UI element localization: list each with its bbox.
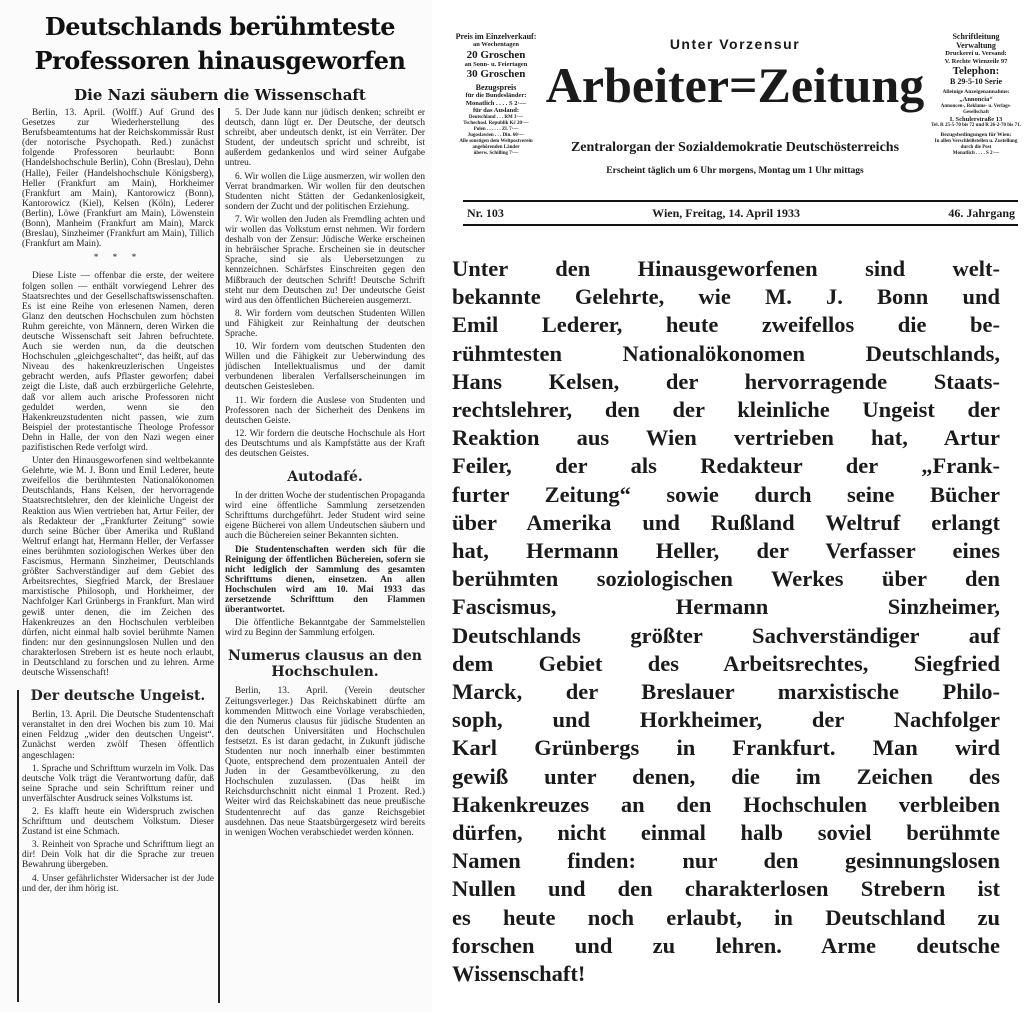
column-divider	[218, 108, 220, 1003]
section-heading: Numerus clausus an den Hochschulen.	[228, 648, 422, 681]
masthead-rule-bottom	[463, 224, 1018, 226]
contact-text: Verwaltung	[956, 41, 996, 50]
price-note: für die Bundesländer:	[465, 92, 527, 99]
price-note: Deutschland . . . RM 3·—	[468, 114, 524, 120]
article-line: dürfen, nicht einmal halb soviel berühmte	[452, 820, 1000, 846]
article-line: rechtslehrer, den der kleinliche Ungeist der	[452, 397, 1000, 423]
article-line: bekannte Gelehrte, wie M. J. Bonn und	[452, 284, 1000, 310]
article-line: rühmtesten Nationalökonomen Deutschlands,	[452, 340, 1000, 366]
paragraph: Unter den Hinausgeworfenen sind weltbekannte Gelehrte, wie M. J. Bonn und Emil Lederer, heute zweifellos die berühmtesten Nationalökonomen Deutschlands, Hans Kelsen, der hervorragende Staatsrechtslehrer, den der kleinliche Ungeist der Reaktion aus Wien vertrieben hat, Artur Feiler, der als Redakteur der „Frankfurter Zeitung“ sowie durch seine Bücher über Amerika und Rußland Weltruf erlangt hat, Hermann Heller, der Verfasser eines berühmten soziologischen Werkes über den Fascismus, Hermann Sinzheimer, Deutschlands größter Sachverständiger auf dem Gebiet des Arbeitsrechtes, Siegfried Marck, der Breslauer marxistische Philosoph, und Horkheimer, der Nachfolger Karl Grünbergs in Frankfurt. Man wird gewiß unter denen, die im Zeichen des Hakenkreuzes an den Hochschulen verbleiben dürfen, nicht einmal halb soviel berühmte Namen finden: nur den gesinnungslosen Nullen und den charakterlosen Strebern ist es heute noch erlaubt, in Deutschland zu forschen und zu lehren. Arme deutsche Wissenschaft!	[22, 456, 214, 679]
article-line: Hakenkreuzes an den Hochschulen verbleiben	[452, 791, 1000, 817]
article-line: gewiß unter denen, die im Zeichen des	[452, 763, 1000, 789]
price-note: für das Ausland:	[472, 107, 520, 114]
section-heading: Der deutsche Ungeist.	[30, 688, 206, 705]
holiday-price: 30 Groschen	[466, 68, 526, 80]
contact-text: V. Rechte Wienzeile 97	[944, 57, 1008, 65]
article-line: Feiler, der als Redakteur der „Frank-	[452, 453, 1000, 479]
contact-text: Druckerei u. Versand:	[945, 50, 1007, 57]
paragraph-bold: Die Studentenschaften werden sich für die Reinigung der öffentlichen Büchereien, sofern sie nicht lediglich der Sammlung des gesamten Schrifttums dienen, einsetzen. An allen Hochschulen wird am 10. Mai 1933 das zersetzende Schrifttum den Flammen überantwortet.	[225, 544, 425, 616]
left-newspaper-clipping	[0, 0, 432, 1012]
article-line: berühmten soziologischen Werkes über den	[452, 566, 1000, 592]
article-line: Wissenschaft!	[452, 961, 586, 987]
issue-date: Wien, Freitag, 14. April 1933	[652, 206, 801, 220]
column-1	[22, 108, 214, 897]
thesis: 1. Sprache und Schrifttum wurzeln im Volk. Das deutsche Volk trägt die Verantwortung dafür, daß seine Sprache und sein Schrifttum reiner und unverfälschter Ausdruck seines Volkstums ist.	[22, 763, 214, 804]
contact-text: Monatlich . . . . S 2·—	[952, 151, 1000, 156]
telephone-label: Telephon:	[952, 65, 1000, 77]
contact-text: In allen Verschleißstellen u. Zustellung durch die Post	[934, 139, 1018, 150]
paragraph: In der dritten Woche der studentischen Propaganda wird eine öffentliche Sammlung zersetzenden Schrifttums durchgeführt. Jeder Student wird seine eigene Bücherei von allem Undeutschen säubern und auch die Büchereien seiner Bekannten sichten.	[225, 491, 425, 542]
contact-text: Annoncen-, Reklame- u. Verlags-Gesellschaft	[940, 103, 1012, 115]
thesis: 6. Wir wollen die Lüge ausmerzen, wir wollen den Verrat brandmarken. Wir wollen für den deutschen Studenten nicht Stätten der Gedankenlosigkeit, sondern der Zucht und der politischen Erziehung.	[225, 171, 425, 212]
article-line: Fascismus, Hermann Sinzheimer,	[452, 594, 1000, 620]
article-line: Unter den Hinausgeworfenen sind welt-	[452, 256, 1000, 281]
thesis: 8. Wir fordern vom deutschen Studenten Willen und Fähigkeit zur Reinhaltung der deutschen Sprache.	[225, 308, 425, 339]
contact-text: Alleinige Anzeigenannahme:	[942, 89, 1010, 95]
contact-box	[931, 32, 1021, 157]
paragraph: Berlin, 13. April. Die Deutsche Studentenschaft veranstaltet in den drei Wochen bis zum 10. Mai einen Feldzug „wider den deutschen Ungeist“. Zunächst werden zwölf Thesen öffentlich angeschlagen:	[22, 710, 214, 761]
volume-year: 46. Jahrgang	[948, 206, 1015, 220]
article-line: forschen und zu lehren. Arme deutsche	[452, 932, 1000, 958]
thesis: 3. Reinheit von Sprache und Schrifttum liegt an dir! Dein Volk hat dir die Sprache zur treuen Bewahrung übergeben.	[22, 840, 214, 871]
article-line: über Amerika und Rußland Weltruf erlangt	[452, 509, 1000, 535]
subheadline: Die Nazi säubern die Wissenschaft	[74, 86, 366, 104]
article-line: furter Zeitung“ sowie durch seine Bücher	[452, 481, 1000, 507]
price-note: Monatlich . . . . S 2·—	[465, 99, 527, 107]
article-line: Namen finden: nur den gesinnungslosen	[452, 848, 1000, 874]
section-heading: Autodafé.	[287, 469, 363, 486]
column-2	[225, 108, 425, 841]
paragraph: Berlin, 13. April. (Wolff.) Auf Grund des Gesetzes zur Wiederherstellung des Berufsbeamtentums hat der Reichskommissär Rust (der notorische Psychopath. Red.) zunächst folgende Professoren beurlaubt: Bonn (Handelshochschule Berlin), Cohn (Breslau), Dehn (Halle), Feiler (Handelshochschule Königsberg), Heller (Frankfurt am Main), Horkheimer (Frankfurt am Main), Kantorowicz (Bonn), Kantorowicz (Kiel), Kelsen (Köln), Lederer (Berlin), Löwe (Frankfurt am Main), Löwenstein (Bonn), Manheim (Frankfurt am Main), Marck (Breslau), Sinzheimer (Frankfurt am Main), Tillich (Frankfurt am Main).	[22, 108, 214, 250]
weekday-price: 20 Groschen	[466, 48, 526, 61]
article-line: dem Gebiet des Arbeitsrechtes, Siegfried	[452, 650, 1000, 676]
thesis: 10. Wir fordern vom deutschen Studenten den Willen und die Fähigkeit zur Ueberwindung des jüdischen Intellektualismus und der damit verbundenen liberalen Verfallserscheinungen im deutschen Geistesleben.	[225, 342, 425, 393]
telephone-number: B 29-5-10 Serie	[950, 77, 1002, 86]
thesis: 2. Es klafft heute ein Widerspruch zwischen Schrifttum und deutschem Volkstum. Dieser Zustand ist eine Schmach.	[22, 807, 214, 838]
enlarged-article-excerpt	[452, 255, 1000, 988]
thesis: 4. Unser gefährlichster Widersacher ist der Jude und der, der ihm hörig ist.	[22, 873, 214, 894]
article-line: Reaktion aus Wien vertrieben hat, Artur	[452, 425, 1000, 451]
price-note: an Wochentagen	[473, 41, 519, 48]
price-box	[451, 32, 541, 157]
price-note: überw. Schilling 7·—	[473, 150, 519, 156]
publication-schedule: Erscheint täglich um 6 Uhr morgens, Montag um 1 Uhr mittags	[606, 166, 864, 176]
newspaper-title: Arbeiter=Zeitung	[545, 57, 925, 113]
contact-text: Bezugsbedingungen für Wien:	[940, 132, 1012, 138]
price-label: Preis im Einzelverkauf:	[455, 32, 537, 41]
left-border-rule	[17, 690, 19, 1002]
price-note: Jugoslawien . . . Din. 60·—	[467, 132, 525, 138]
issue-number: Nr. 103	[467, 206, 504, 220]
paragraph: Diese Liste — offenbar die erste, der weitere folgen sollen — enthält vorwiegend Lehrer des Staatsrechtes und der Gesellschaftswissenschaften. Es ist eine Reihe von erlesenen Namen, deren Glanz den deutschen Hochschulen zum höchsten Ruhm gereichte, von Männern, deren Wirken die deutsche Wissenschaft seit Jahren befruchtete. Auch sie werden nun, da die deutschen Hochschulen „gleichgeschaltet“, das heißt, auf das Niveau des hakenkreuzlerischen Ungeistes gebracht werden, aufs Pflaster geworfen; dabei zeigt die Liste, daß auch erzbürgerliche Gelehrte, daß vor allem auch arische Professoren nicht geduldet werden, wenn sie den Hakenkreuzstudenten nicht passen, wie zum Beispiel der protestantische Theologe Professor Dehn in Halle, der von den Nazi wegen einer pazifistischen Rede verfolgt wird.	[22, 271, 214, 453]
masthead-rule-top	[463, 200, 1018, 202]
dateline	[467, 206, 1015, 221]
article-line: Deutschlands größter Sachverständiger auf	[452, 622, 1000, 648]
article-line: Nullen und den charakterlosen Strebern ist	[452, 876, 1000, 902]
price-note: Tschechosl. Republik Kč 20·—	[463, 120, 529, 126]
article-line: es heute noch erlaubt, in Deutschland zu	[452, 904, 1000, 930]
thesis: 12. Wir fordern die deutsche Hochschule als Hort des Deutschtums und als Kampfstätte aus der Kraft des deutschen Geistes.	[225, 428, 425, 459]
headline-line-1: Deutschlands berühmteste	[44, 12, 396, 41]
contact-text: Schriftleitung	[952, 32, 1000, 41]
overline: Unter Vorzensur	[669, 36, 801, 52]
contact-text: „Annoncia“	[959, 96, 993, 103]
thesis: 11. Wir fordern die Auslese von Studenten und Professoren nach der Sicherheit des Denkens im deutschen Geiste.	[225, 395, 425, 426]
article-line: Emil Lederer, heute zweifellos die be-	[452, 312, 1000, 338]
price-note: Alle sonstigen dem Weltpostverein angehörenden Länder	[459, 138, 533, 150]
article-line: hat, Hermann Heller, der Verfasser eines	[452, 538, 1000, 564]
section-separator: * * *	[93, 253, 143, 264]
thesis: 5. Der Jude kann nur jüdisch denken; schreibt er deutsch, dann lügt er. Der Deutsche, der deutsch schreibt, aber undeutsch denkt, ist ein Verräter. Der Student, der undeutsch spricht und schreibt, ist außerdem gedankenlos und wird seiner Aufgabe untreu.	[225, 108, 425, 169]
price-note: an Sonn- u. Feiertagen	[464, 60, 528, 68]
article-line: Hans Kelsen, der hervorragende Staats-	[452, 368, 1000, 394]
article-line: Karl Grünbergs in Frankfurt. Man wird	[452, 735, 1000, 761]
thesis: 7. Wir wollen den Juden als Fremdling achten und wir wollen das Volkstum ernst nehmen. Wir fordern deshalb von der Zensur: Jüdische Werke erscheinen in hebräischer Sprache. Erscheinen sie in deutscher Sprache, sind sie als Uebersetzungen zu kennzeichnen. Schärfstes Einschreiten gegen den Mißbrauch der deutschen Schrift! Deutsche Schrift steht nur dem Deutschen zu! Der undeutsche Geist wird aus den öffentlichen Büchereien ausgemerzt.	[225, 214, 425, 306]
paragraph: Berlin, 13. April. (Verein deutscher Zeitungsverleger.) Das Reichskabinett dürfte am kommenden Mittwoch eine Vorlage verabschieden, die den Numerus clausus für jüdische Studenten an den deutschen Universitäten und Hochschulen festsetzt. Es ist daran gedacht, in Zukunft jüdische Studenten nur noch innerhalb einer bestimmten Quote, entsprechend dem prozentualen Anteil der Juden in der Gesamtbevölkerung, zu den Hochschulen zuzulassen. (Das heißt im Reichsdurchschnitt nicht einmal 1 Prozent. Red.) Weiter wird das Reichskabinett das neue preußische Studentenrecht auf das ganze Reichsgebiet ausdehnen. Das neue Staatsbürgergesetz wird bereits in wenigen Wochen verabschiedet werden können.	[225, 686, 425, 838]
article-line: soph, und Horkheimer, der Nachfolger	[452, 707, 1000, 733]
headline-line-2: Professoren hinausgeworfen	[34, 46, 406, 75]
article-line: Marck, der Breslauer marxistische Philo-	[452, 679, 1000, 705]
masthead	[445, 28, 1023, 233]
contact-text: I. Schulerstraße 13	[949, 115, 1003, 123]
price-note: Polen . . . . . . Zl. 7·—	[473, 126, 519, 132]
contact-text: Tel. R 25-5-70 bis 72 und R 26-2-70 bis 71.	[931, 123, 1021, 128]
newspaper-subtitle: Zentralorgan der Sozialdemokratie Deutschösterreichs	[570, 140, 900, 155]
subscription-label: Bezugspreis	[475, 83, 517, 92]
paragraph: Die öffentliche Bekanntgabe der Sammelstellen wird zu Beginn der Sammlung erfolgen.	[225, 618, 425, 639]
